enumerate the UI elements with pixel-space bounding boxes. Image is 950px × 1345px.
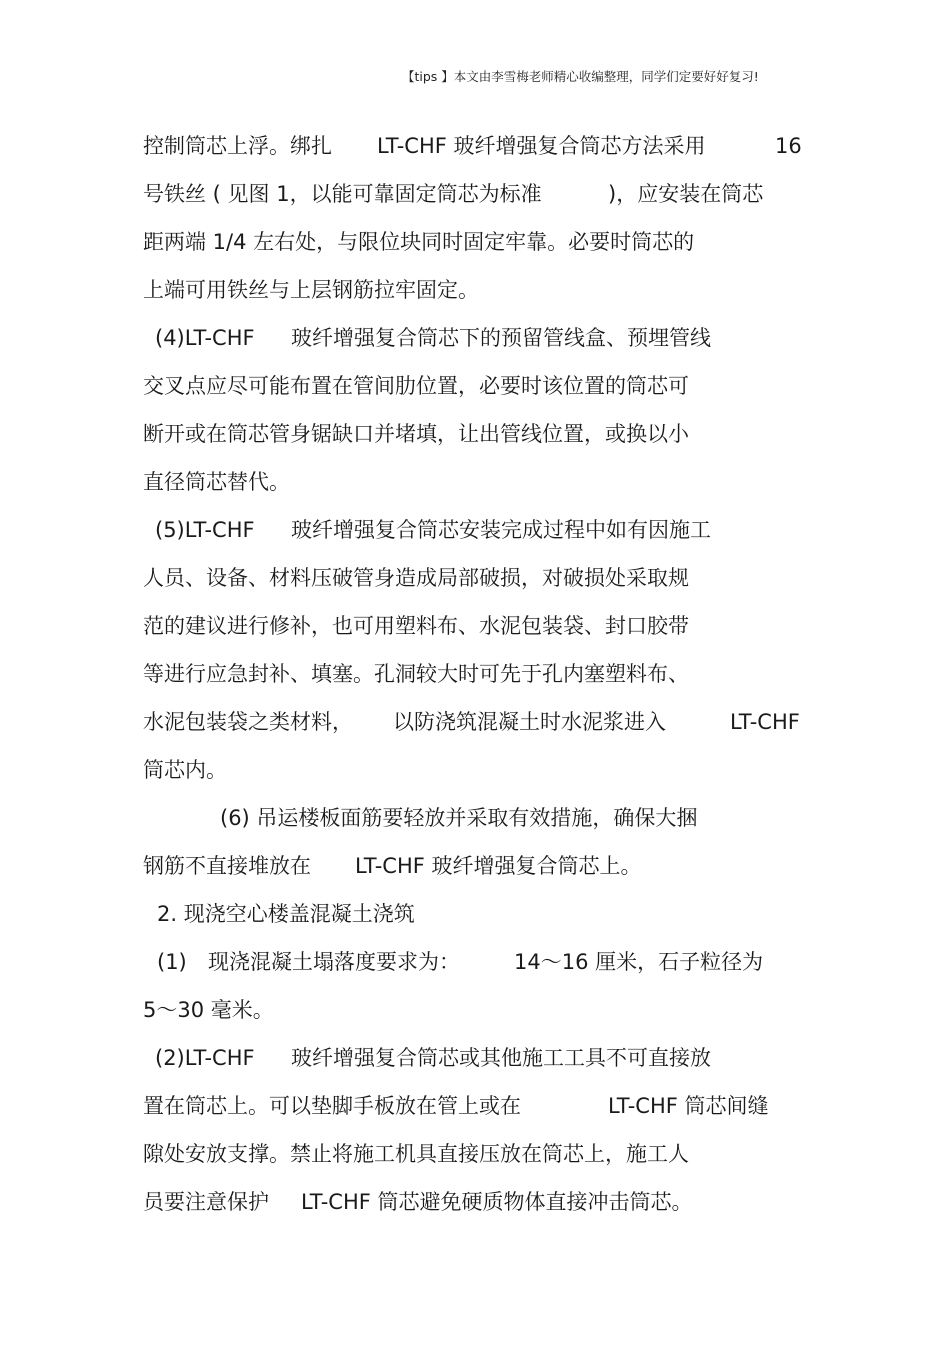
text-segment: LT-CHF 筒芯避免硬质物体直接冲击筒芯。 — [301, 1190, 693, 1214]
text-line — [0, 371, 950, 401]
text-line — [0, 707, 950, 737]
text-line — [0, 227, 950, 257]
text-segment: 范的建议进行修补，也可用塑料布、水泥包装袋、封口胶带 — [143, 614, 689, 638]
text-line — [0, 611, 950, 641]
text-segment: 玻纤增强复合筒芯下的预留管线盒、预埋管线 — [291, 326, 711, 350]
text-segment: 钢筋不直接堆放在 — [143, 854, 311, 878]
text-segment: 现浇混凝土塌落度要求为： — [208, 950, 460, 974]
text-segment: 断开或在筒芯管身锯缺口并堵填，让出管线位置，或换以小 — [143, 422, 689, 446]
text-line — [0, 659, 950, 689]
text-segment: 员要注意保护 — [143, 1190, 269, 1214]
text-line — [0, 323, 950, 353]
text-segment: 玻纤增强复合筒芯或其他施工工具不可直接放 — [291, 1046, 711, 1070]
text-segment: LT-CHF 筒芯间缝 — [608, 1094, 769, 1118]
text-segment: (4)LT-CHF — [155, 326, 255, 350]
text-line — [0, 515, 950, 545]
text-line — [0, 179, 950, 209]
text-line — [0, 131, 950, 161]
text-line — [0, 563, 950, 593]
text-line — [0, 1139, 950, 1169]
text-segment: 控制筒芯上浮。绑扎 — [143, 134, 332, 158]
text-segment: 交叉点应尽可能布置在管间肋位置，必要时该位置的筒芯可 — [143, 374, 689, 398]
text-line — [0, 947, 950, 977]
text-segment: 2. 现浇空心楼盖混凝土浇筑 — [157, 902, 415, 926]
text-line — [0, 899, 950, 929]
text-segment: )，应安装在筒芯 — [608, 182, 764, 206]
text-line — [0, 755, 950, 785]
text-line — [0, 419, 950, 449]
text-line — [0, 803, 950, 833]
text-segment: 14～16 厘米，石子粒径为 — [514, 950, 764, 974]
text-segment: 玻纤增强复合筒芯安装完成过程中如有因施工 — [291, 518, 711, 542]
text-segment: (1) — [157, 950, 187, 974]
text-segment: (5)LT-CHF — [155, 518, 255, 542]
text-segment: 置在筒芯上。可以垫脚手板放在管上或在 — [143, 1094, 521, 1118]
text-segment: 上端可用铁丝与上层钢筋拉牢固定。 — [143, 278, 479, 302]
text-line — [0, 995, 950, 1025]
header-tip: 【tips 】本文由李雪梅老师精心收编整理，同学们定要好好复习! — [402, 69, 759, 84]
text-segment: 距两端 1/4 左右处，与限位块同时固定牢靠。必要时筒芯的 — [143, 230, 695, 254]
text-line — [0, 467, 950, 497]
text-segment: 直径筒芯替代。 — [143, 470, 290, 494]
text-segment: 筒芯内。 — [143, 758, 227, 782]
text-segment: LT-CHF — [730, 710, 800, 734]
text-segment: 号铁丝 ( 见图 1，以能可靠固定筒芯为标准 — [143, 182, 542, 206]
text-segment: 以防浇筑混凝土时水泥浆进入 — [393, 710, 666, 734]
text-segment: LT-CHF 玻纤增强复合筒芯上。 — [355, 854, 642, 878]
text-line — [0, 851, 950, 881]
text-line — [0, 1043, 950, 1073]
text-segment: LT-CHF 玻纤增强复合筒芯方法采用 — [377, 134, 706, 158]
text-line — [0, 1187, 950, 1217]
text-line — [0, 275, 950, 305]
text-segment: (2)LT-CHF — [155, 1046, 255, 1070]
text-segment: 16 — [775, 134, 802, 158]
text-segment: 水泥包装袋之类材料， — [143, 710, 353, 734]
text-segment: 5～30 毫米。 — [143, 998, 274, 1022]
text-segment: 隙处安放支撑。禁止将施工机具直接压放在筒芯上，施工人 — [143, 1142, 689, 1166]
text-line — [0, 1091, 950, 1121]
text-segment: 人员、设备、材料压破管身造成局部破损，对破损处采取规 — [143, 566, 689, 590]
text-segment: (6) 吊运楼板面筋要轻放并采取有效措施，确保大捆 — [220, 806, 698, 830]
text-segment: 等进行应急封补、填塞。孔洞较大时可先于孔内塞塑料布、 — [143, 662, 689, 686]
